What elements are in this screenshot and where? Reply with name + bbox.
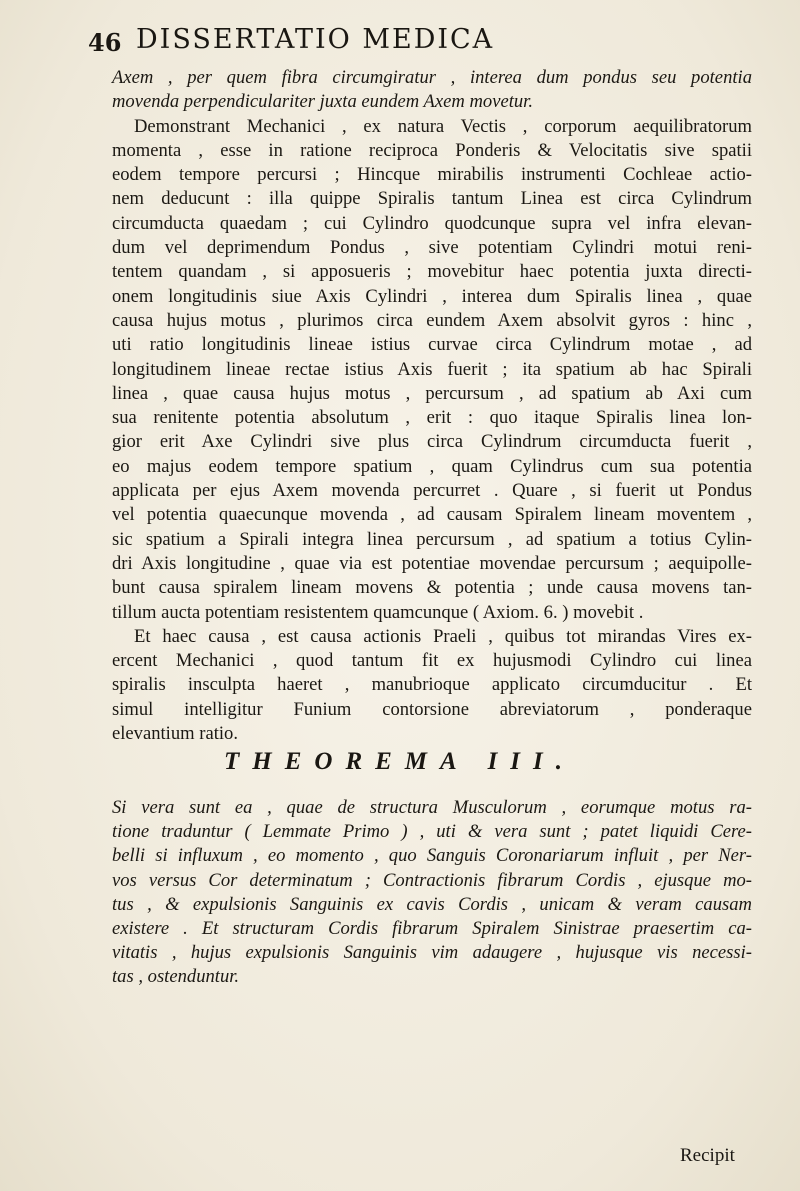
theorem-line: existere . Et structuram Cordis fibrarum Spiralem Sinistrae praesertim ca- bbox=[112, 918, 752, 940]
theorem-line: Si vera sunt ea , quae de structura Musculorum , eorumque motus ra- bbox=[112, 797, 752, 818]
text-line: sua renitente potentia absolutum , erit : quo itaque Spiralis linea lon- bbox=[112, 407, 752, 429]
running-title: DISSERTATIO MEDICA bbox=[136, 24, 495, 55]
text-line: dum vel deprimendum Pondus , sive potentiam Cylindri motui reni- bbox=[112, 237, 752, 259]
body-text bbox=[112, 66, 752, 746]
theorem-text bbox=[112, 796, 752, 990]
text-line: longitudinem lineae rectae istius Axis fuerit ; ita spatium ab hac Spirali bbox=[112, 358, 752, 380]
catchword: Recipit bbox=[680, 1145, 735, 1166]
text-line: Et haec causa , est causa actionis Praeli , quibus tot mirandas Vires ex- bbox=[134, 625, 752, 647]
text-line: movenda perpendiculariter juxta eundem Axem movetur. bbox=[112, 91, 534, 113]
theorem-heading: THEOREMA III. bbox=[224, 748, 576, 775]
text-line: vel potentia quaecunque movenda , ad causam Spiralem lineam moventem , bbox=[112, 504, 752, 526]
text-line: tentem quandam , si apposueris ; movebitur haec potentia juxta directi- bbox=[112, 261, 752, 283]
text-line: nem deducunt : illa quippe Spiralis tantum Linea est circa Cylindrum bbox=[112, 188, 752, 210]
text-line: simul intelligitur Funium contorsione abreviatorum , ponderaque bbox=[112, 698, 752, 720]
text-line: applicata per ejus Axem movenda percurret . Quare , si fuerit ut Pondus bbox=[112, 480, 752, 502]
text-line: linea , quae causa hujus motus , percursum , ad spatium ab Axi cum bbox=[112, 382, 752, 404]
text-line: Demonstrant Mechanici , ex natura Vectis , corporum aequilibratorum bbox=[134, 115, 752, 137]
text-line: Axem , per quem fibra circumgiratur , interea dum pondus seu potentia bbox=[112, 67, 752, 88]
theorem-line: vos versus Cor determinatum ; Contractionis fibrarum Cordis , ejusque mo- bbox=[112, 869, 752, 891]
text-line: ercent Mechanici , quod tantum fit ex hujusmodi Cylindro cui linea bbox=[112, 650, 752, 672]
text-line: momenta , esse in ratione reciproca Ponderis & Velocitatis sive spatii bbox=[112, 139, 752, 161]
theorem-line: tus , & expulsionis Sanguinis ex cavis Cordis , unicam & veram causam bbox=[112, 893, 752, 915]
text-line: dri Axis longitudine , quae via est potentiae movendae percursum ; aequipolle- bbox=[112, 552, 752, 574]
text-line: tillum aucta potentiam resistentem quamcunque ( Axiom. 6. ) movebit . bbox=[112, 601, 644, 623]
text-line: elevantium ratio. bbox=[112, 723, 238, 745]
theorem-line: tas , ostenduntur. bbox=[112, 966, 240, 988]
theorem-line: vitatis , hujus expulsionis Sanguinis vim adaugere , hujusque vis necessi- bbox=[112, 942, 752, 964]
text-line: uti ratio longitudinis lineae istius curvae circa Cylindrum motae , ad bbox=[112, 334, 752, 356]
text-line: circumducta quaedam ; cui Cylindro quodcunque supra vel infra elevan- bbox=[112, 212, 752, 234]
page-header bbox=[88, 22, 728, 62]
text-line: sic spatium a Spirali integra linea percursum , ad spatium a totius Cylin- bbox=[112, 528, 752, 550]
text-line: causa hujus motus , plurimos circa eundem Axem absolvit gyros : hinc , bbox=[112, 309, 752, 331]
text-line: spiralis insculpta haeret , manubrioque applicato circumducitur . Et bbox=[112, 674, 752, 696]
text-line: onem longitudinis siue Axis Cylindri , interea dum Spiralis linea , quae bbox=[112, 285, 752, 307]
text-line: eodem tempore percursi ; Hincque mirabilis instrumenti Cochleae actio- bbox=[112, 164, 752, 186]
text-line: bunt causa spiralem lineam movens & potentia ; unde causa movens tan- bbox=[112, 577, 752, 599]
page-number: 46 bbox=[88, 28, 122, 57]
text-line: eo majus eodem tempore spatium , quam Cylindrus cum sua potentia bbox=[112, 455, 752, 477]
theorem-line: tione traduntur ( Lemmate Primo ) , uti & vera sunt ; patet liquidi Cere- bbox=[112, 821, 752, 843]
text-line: gior erit Axe Cylindri sive plus circa Cylindrum circumducta fuerit , bbox=[112, 431, 752, 453]
theorem-line: belli si influxum , eo momento , quo Sanguis Coronariarum influit , per Ner- bbox=[112, 845, 752, 867]
